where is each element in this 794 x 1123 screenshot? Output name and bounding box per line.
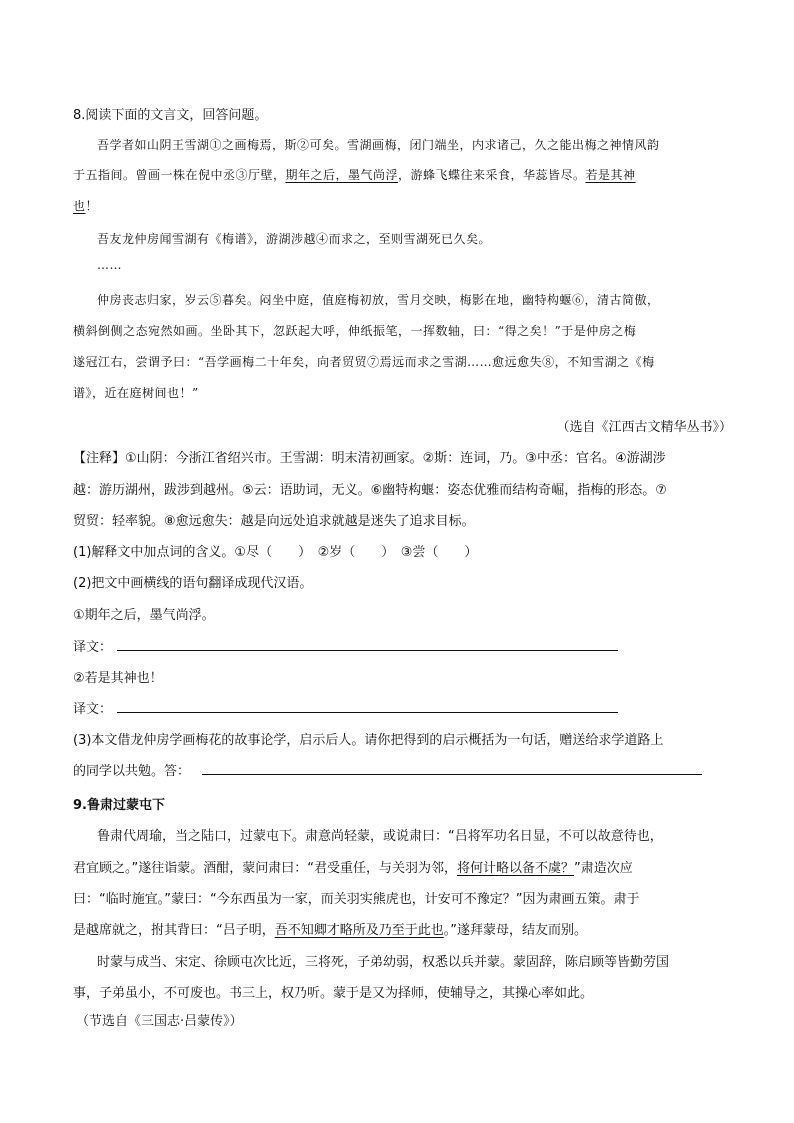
q8-passage-line: 遂冠江右，尝谓予曰：“吾学画梅二十年矣，向者贸贸⑦焉远而求之雪湖……愈远愈失⑧，不知雪湖之《梅 xyxy=(73,355,655,369)
q9-passage-line xyxy=(73,857,633,876)
underlined-sentence-1: 将何计略以备不虞？ xyxy=(456,861,574,876)
q8-title: 8.阅读下面的文言文，回答问题。 xyxy=(73,108,268,123)
q9-source: （节选自《三国志·吕蒙传》） xyxy=(76,1014,243,1029)
q8-passage-line xyxy=(73,166,636,183)
q8-notes-line: 越：游历湖州，跋涉到越州。⑤云：语助词，无义。⑥幽特构蝘：姿态优雅而结构奇崛，指梅的形态。⑦ xyxy=(73,483,667,498)
q9-passage-line: 鲁肃代周瑜，当之陆口，过蒙屯下。肃意尚轻蒙，或说肃曰：“吕将军功名日显，不可以故意待也， xyxy=(97,829,663,844)
q8-passage-line: 仲房丧志归家，岁云⑤暮矣。闷坐中庭，值庭梅初放，雪月交映，梅影在地，幽特构蝘⑥，清古简傲， xyxy=(97,293,660,307)
q9-passage-line xyxy=(73,919,587,938)
underlined-sentence-2: 若是其神 xyxy=(585,168,636,182)
answer-line-3[interactable] xyxy=(202,774,702,775)
q8-sub3: (3)本文借龙仲房学画梅花的故事论学，启示后人。请你把得到的启示概括为一句话，赠送给求学道路上 xyxy=(73,733,664,748)
q8-sub2-b: ②若是其神也！ xyxy=(73,671,163,686)
answer-line-1[interactable] xyxy=(117,650,618,651)
underlined-sentence-2-end: 也 xyxy=(73,199,86,213)
translation-label: 译文： xyxy=(73,702,113,717)
answer-line-2[interactable] xyxy=(117,712,618,713)
q8-passage-line xyxy=(73,197,98,214)
q8-sub3: 的同学以共勉。答： xyxy=(73,764,191,779)
passage-text: ，游蜂飞蝶往来采食，华蕊皆尽。 xyxy=(398,168,586,182)
q8-notes-line: 【注释】①山阴：今浙江省绍兴市。王雪湖：明末清初画家。②斯：连词，乃。③中丞：官名。④游湖涉 xyxy=(73,451,666,466)
ellipsis: …… xyxy=(97,258,122,272)
q8-sub1: (1)解释文中加点词的含义。①尽（ ） ②岁（ ） ③尝（ ） xyxy=(73,545,478,560)
passage-text: ！ xyxy=(85,199,99,213)
q8-sub2-a: ①期年之后，墨气尚浮。 xyxy=(73,608,215,623)
q9-title: 9.鲁肃过蒙屯下 xyxy=(73,798,165,813)
passage-text: 于五指间。曾画一株在倪中丞③厅壁， xyxy=(73,168,286,182)
passage-text: ”肃造次应 xyxy=(574,861,633,876)
q8-sub2: (2)把文中画横线的语句翻译成现代汉语。 xyxy=(73,576,313,591)
q8-notes-line: 贸贸：轻率貌。⑧愈远愈失：越是向远处追求就越是迷失了追求目标。 xyxy=(73,514,475,529)
passage-text: 。”遂拜蒙母，结友而别。 xyxy=(443,923,588,938)
q8-source: （选自《江西古文精华丛书》） xyxy=(556,420,732,435)
q8-passage-line: 横斜倒侧之态宛然如画。坐卧其下，忽跃起大呼，伸纸振笔，一挥数轴，曰：“得之矣！”于是仲房之梅 xyxy=(73,324,637,338)
q9-passage-line: 事，子弟虽小，不可废也。书三上，权乃听。蒙于是又为择师，使辅导之，其操心率如此。 xyxy=(73,986,594,1001)
passage-text: 君宜顾之。”遂往诣蒙。酒酣，蒙问肃曰：“君受重任，与关羽为邻， xyxy=(73,861,457,876)
q9-passage-line: 曰：“临时施宜。”蒙曰：“今东西虽为一家，而关羽实熊虎也，计安可不豫定？”因为肃画五策。肃于 xyxy=(73,892,640,907)
q8-passage-line: 吾友龙仲房闻雪湖有《梅谱》，游湖涉越④而求之，至则雪湖死已久矣。 xyxy=(97,232,492,246)
translation-label: 译文： xyxy=(73,640,113,655)
passage-text: 是越席就之，拊其背曰：“吕子明， xyxy=(73,923,275,938)
underlined-sentence-2: 吾不知卿才略所及乃至于此也 xyxy=(274,923,444,938)
underlined-sentence-1: 期年之后，墨气尚浮 xyxy=(285,168,399,182)
q9-passage-line: 时蒙与成当、宋定、徐顾屯次比近，三将死，子弟幼弱，权悉以兵并蒙。蒙固辞，陈启顾等皆勤劳国 xyxy=(97,955,670,970)
q8-passage-line: 谱》，近在庭树间也！” xyxy=(73,386,199,400)
q8-passage-line: 吾学者如山阴王雪湖①之画梅焉，斯②可矣。雪湖画梅，闭门端坐，内求诸己，久之能出梅之神情风韵 xyxy=(97,138,660,152)
